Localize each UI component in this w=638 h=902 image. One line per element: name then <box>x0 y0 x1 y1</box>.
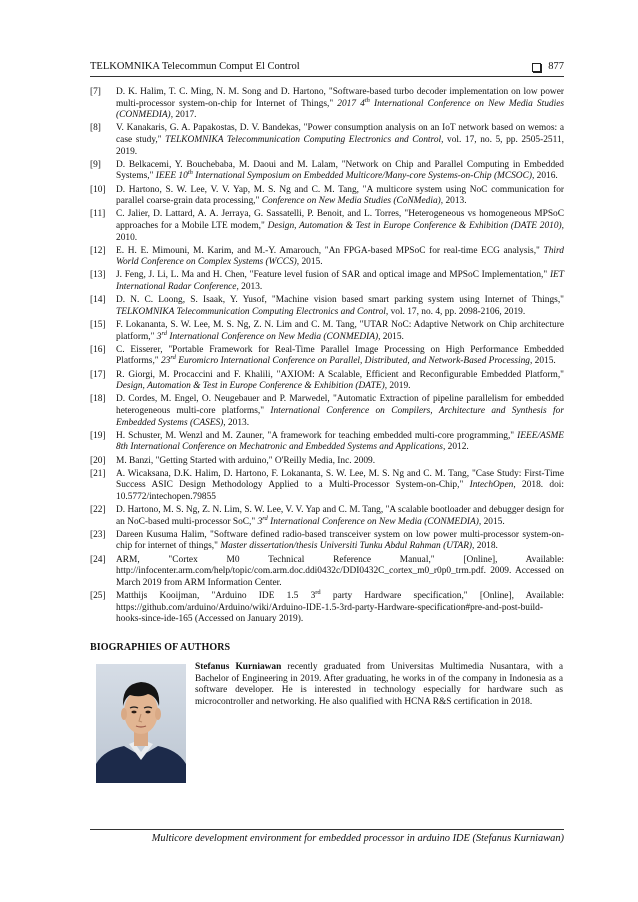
reference-text <box>116 185 564 208</box>
reference-venue: th <box>364 96 370 104</box>
reference-text <box>116 246 564 269</box>
author-name: Stefanus Kurniawan <box>195 662 282 672</box>
reference-text <box>116 530 564 553</box>
reference-number: [20] <box>90 455 106 466</box>
reference-number: [19] <box>90 430 106 441</box>
reference-item <box>90 87 564 122</box>
reference-segment: Matthijs Kooijman, "Arduino IDE 1.5 3 <box>116 591 316 602</box>
reference-segment: , 2015. <box>529 356 556 367</box>
reference-venue: rd <box>262 514 268 522</box>
reference-segment: 2013. <box>238 282 263 293</box>
reference-segment: H. Schuster, M. Wenzl and M. Zauner, "A framework for teaching embedded multi-core programming," <box>116 430 518 441</box>
reference-item <box>90 394 564 429</box>
reference-segment: D. Belkacemi, Y. Bouchebaba, M. Daoui and M. Lalam, "Network on Chip and Parallel Computing in Embedded Systems," <box>116 159 564 182</box>
reference-segment: 2016. <box>534 171 558 182</box>
reference-segment: C. Jalier, D. Lattard, A. A. Jerraya, G. Sassatelli, P. Benoit, and L. Torres, "Heterogeneous vs homogeneous MPSoC approaches for a Mobile LTE modem," <box>116 209 564 231</box>
reference-segment: C. Eisserer, "Portable Framework for Real-Time Parallel Image Processing on High Performance Embedded Platforms," <box>116 344 564 367</box>
biography-text: recently graduated from Universitas Multimedia Nusantara, with a Bachelor of Engineering in 2019. After graduating, he works in of the company in Indonesia as a software developer. He is interested in technology especially for hardware such as microcontroller and networking. He also qualified with HCNA R&S certification in 2018. <box>195 662 564 707</box>
reference-venue: th <box>187 169 193 177</box>
reference-number: [10] <box>90 184 106 195</box>
reference-segment: , 2012. <box>442 442 469 453</box>
reference-text <box>116 160 564 183</box>
reference-text <box>116 295 564 318</box>
reference-number: [13] <box>90 270 106 281</box>
running-footer: Multicore development environment for embedded processor in arduino IDE (Stefanus Kurniawan) <box>151 833 564 844</box>
reference-number: [9] <box>90 159 101 170</box>
reference-number: [14] <box>90 295 106 306</box>
reference-segment: J. Feng, J. Li, L. Ma and H. Chen, "Feature level fusion of SAR and optical image and MPSoC Implementation," <box>116 270 550 281</box>
reference-venue: IntechOpen <box>469 480 514 491</box>
header-divider <box>90 76 564 77</box>
reference-segment: D. Hartono, M. S. Ng, Z. N. Lim, S. W. Lee, V. V. Yap and C. M. Tang, "A scalable bootloader and debugger design for an NoC-based multi-processor SoC," <box>116 505 564 527</box>
reference-item <box>90 320 564 343</box>
reference-venue: International Conference on New Media (CONMEDIA), <box>167 331 381 342</box>
journal-name: TELKOMNIKA Telecommun Comput El Control <box>90 61 300 72</box>
reference-venue: TELKOMNIKA Telecommunication Computing Electronics and Control <box>116 306 386 317</box>
reference-text <box>116 87 564 122</box>
reference-text <box>116 555 564 590</box>
reference-number: [16] <box>90 344 106 355</box>
reference-segment: party Hardware specification," [Online], Available: https://github.com/arduino/Arduino/wiki/Arduino-IDE-1.5-3rd-party-Hardware-specification#pre-and-post-build-hooks-since-ide-165 (Accessed on January 2019). <box>116 591 564 625</box>
reference-venue: TELKOMNIKA Telecommunication Computing Electronics and Control, <box>165 134 444 145</box>
reference-item <box>90 588 564 626</box>
reference-venue: rd <box>161 329 168 337</box>
reference-text <box>116 456 564 468</box>
page-number: 877 <box>548 61 564 72</box>
reference-venue: International Symposium on Embedded Multicore/Many-core Systems-on-Chip (MCSOC), <box>192 171 535 182</box>
reference-text <box>116 588 564 626</box>
reference-segment: 2013. <box>225 417 250 428</box>
reference-segment: E. H. E. Mimouni, M. Karim, and M.-Y. Amarouch, "An FPGA-based MPSoC for real-time ECG analysis," <box>116 245 544 256</box>
reference-segment: ARM, "Cortex M0 Technical Reference Manual," [Online], Available: http://infocenter.arm.com/help/topic/com.arm.doc.ddi0432c/DDI0432C_cortex_m0_r0p0_trm.pdf. 2009. Accessed on March 2019 from ARM Information Center. <box>116 554 564 588</box>
reference-text <box>116 123 564 158</box>
reference-item <box>90 469 564 504</box>
reference-item <box>90 295 564 318</box>
reference-venue: International Conference on Compilers, Architecture and Synthesis for Embedded Systems (CASES), <box>116 405 564 428</box>
reference-segment: 2015. <box>299 257 323 268</box>
reference-segment: rd <box>315 588 321 596</box>
reference-item <box>90 209 564 244</box>
reference-text <box>116 431 564 454</box>
reference-venue: International Conference on New Media Studies (CONMEDIA) <box>116 98 565 121</box>
reference-item <box>90 456 564 468</box>
reference-text <box>116 394 564 429</box>
page-number-group <box>532 60 564 74</box>
reference-text <box>116 370 564 393</box>
reference-segment: A. Wicaksana, D.K. Halim, D. Hartono, F. Lokananta, S. W. Lee, M. S. Ng and C. M. Tang, "Case Study: First-Time Success ASIC Design Methodology Applied to a Multi-Processor System-on-Chip," <box>116 468 564 491</box>
reference-segment: Dareen Kusuma Halim, "Software defined radio-based transceiver system on low power multi-processor system-on-chip for internet of things," <box>116 529 564 552</box>
reference-venue: Third World Conference on Complex Systems (WCCS), <box>116 245 564 268</box>
author-photo <box>96 664 186 783</box>
reference-number: [17] <box>90 369 106 380</box>
reference-number: [12] <box>90 245 106 256</box>
biographies-heading: BIOGRAPHIES OF AUTHORS <box>90 642 231 653</box>
reference-segment: 2015. <box>481 516 505 527</box>
reference-number: [8] <box>90 123 101 134</box>
reference-number: [23] <box>90 529 106 540</box>
reference-venue: Conference on New Media Studies (CoNMedia), <box>261 196 444 207</box>
reference-item <box>90 185 564 208</box>
reference-segment: D. Cordes, M. Engel, O. Neugebauer and P. Marwedel, "Automatic Extraction of pipeline parallelism for embedded heterogeneous multi-core platforms," <box>116 394 564 416</box>
reference-segment: 2013. <box>443 196 467 207</box>
author-portrait-icon <box>96 664 186 783</box>
reference-venue: IEEE/ASME 8th International Conference on Mechatronic and Embedded Systems and Applications <box>116 430 564 453</box>
checkbox-square-icon <box>532 63 541 72</box>
reference-item <box>90 270 564 293</box>
reference-segment: , 2017. <box>170 110 197 121</box>
reference-segment: M. Banzi, "Getting Started with arduino," O'Reilly Media, Inc. 2009. <box>116 455 376 466</box>
reference-number: [11] <box>90 209 106 220</box>
reference-item <box>90 370 564 393</box>
reference-item <box>90 505 564 528</box>
reference-venue: Master dissertation/thesis Universiti Tunku Abdul Rahman (UTAR), <box>220 541 475 552</box>
reference-segment: D. K. Halim, T. C. Ming, N. M. Song and D. Hartono, "Software-based turbo decoder implementation on low power multi-processor system-on-chip for Internet of Things," <box>116 87 564 109</box>
reference-number: [21] <box>90 468 106 479</box>
reference-segment: D. Hartono, S. W. Lee, V. V. Yap, M. S. Ng and C. M. Tang, "A multicore system using NoC communication for parallel coarse-grain data processing," <box>116 184 564 207</box>
reference-number: [15] <box>90 320 106 331</box>
reference-venue: IET International Radar Conference, <box>116 270 564 293</box>
reference-segment: R. Giorgi, M. Procaccini and F. Khalili, "AXIOM: A Scalable, Efficient and Reconfigurable Embedded Platform," <box>116 369 564 380</box>
reference-item <box>90 246 564 269</box>
reference-text <box>116 209 564 244</box>
reference-venue: Design, Automation & Test in Europe Conference & Exhibition (DATE 2010), <box>267 220 564 231</box>
reference-segment: , vol. 17, no. 4, pp. 2098-2106, 2019. <box>385 306 526 317</box>
reference-text <box>116 469 564 504</box>
reference-number: [25] <box>90 591 106 602</box>
reference-number: [22] <box>90 505 106 516</box>
reference-segment: 2018. <box>474 541 498 552</box>
reference-segment: D. N. C. Loong, S. Isaak, Y. Yusof, "Machine vision based smart parking system using Internet of Things," <box>116 295 564 306</box>
reference-item <box>90 431 564 454</box>
reference-segment: 2019. <box>387 381 411 392</box>
reference-segment: F. Lokananta, S. W. Lee, M. S. Ng, Z. N. Lim and C. M. Tang, "UTAR NoC: Adaptive Network on Chip architecture platform," <box>116 320 564 342</box>
reference-venue: Design, Automation & Test in Europe Conference & Exhibition (DATE), <box>116 381 388 392</box>
reference-venue: rd <box>170 354 176 362</box>
reference-segment: V. Kanakaris, G. A. Papakostas, D. V. Bandekas, "Power consumption analysis on an IoT network based on wemos: a case study," <box>116 123 564 145</box>
reference-segment: vol. 17, no. 5, pp. 2505-2511, 2019. <box>116 134 564 157</box>
reference-venue: 3 <box>257 516 263 527</box>
reference-venue: IEEE 10 <box>155 171 188 182</box>
reference-venue: Euromicro International Conference on Parallel, Distributed, and Network-Based Processing <box>175 356 530 367</box>
footer-divider <box>90 829 564 830</box>
reference-segment: 2010. <box>116 232 138 243</box>
reference-segment: , 2018. doi: 10.5772/intechopen.79855 <box>116 480 564 502</box>
reference-text <box>116 345 564 368</box>
reference-item <box>90 160 564 183</box>
reference-item <box>90 555 564 590</box>
reference-list <box>90 87 564 627</box>
author-biography <box>195 662 563 708</box>
reference-segment: 2015. <box>380 331 404 342</box>
reference-text <box>116 320 564 343</box>
reference-number: [24] <box>90 554 106 565</box>
reference-item <box>90 345 564 368</box>
reference-venue: International Conference on New Media (CONMEDIA), <box>267 516 482 527</box>
reference-venue: 2017 4 <box>337 98 365 109</box>
reference-number: [18] <box>90 394 106 405</box>
reference-text <box>116 505 564 528</box>
reference-venue: 23 <box>160 356 171 367</box>
reference-number: [7] <box>90 87 101 97</box>
reference-venue: 3 <box>156 331 162 342</box>
reference-item <box>90 530 564 553</box>
reference-text <box>116 270 564 293</box>
reference-item <box>90 123 564 158</box>
